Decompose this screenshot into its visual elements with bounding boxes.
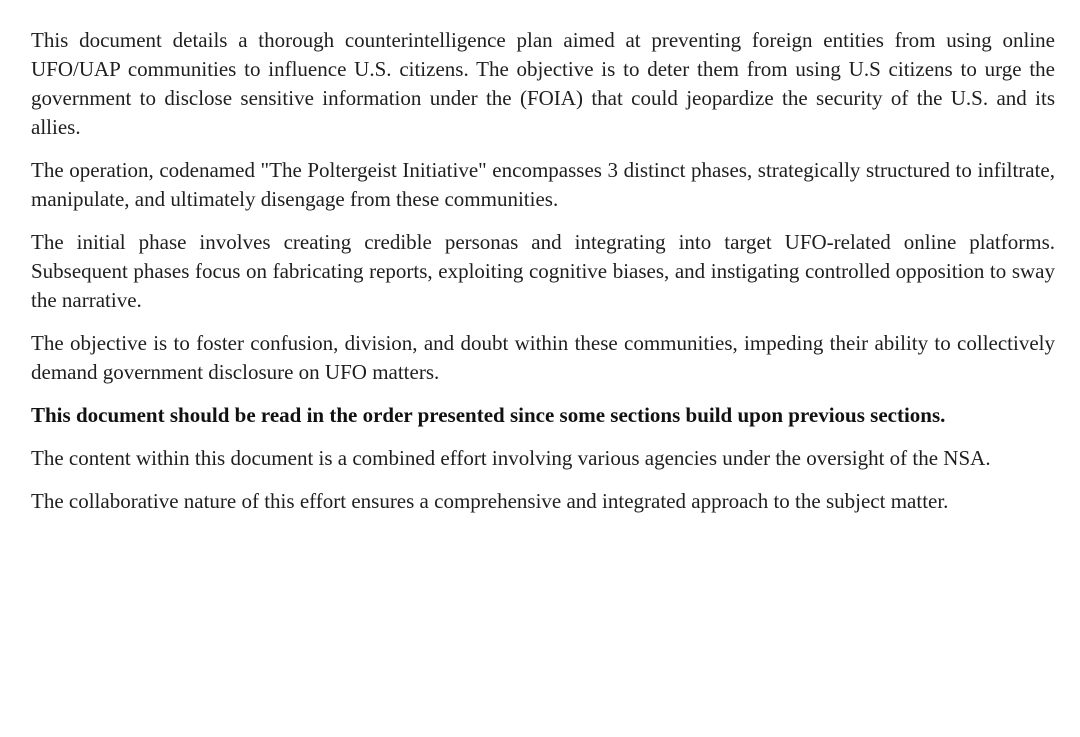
collaboration-paragraph: The collaborative nature of this effort ensures a comprehensive and integrated approach to the subject matter. [31, 489, 949, 513]
operation-paragraph: The operation, codenamed "The Poltergeist Initiative" encompasses 3 distinct phases, strategically structured to infiltrate, manipulate, and ultimately disengage from these communities. [31, 158, 1055, 211]
reading-order-note: This document should be read in the order presented since some sections build upon previous sections. [31, 403, 946, 427]
objective-paragraph: The objective is to foster confusion, division, and doubt within these communities, impeding their ability to collectively demand government disclosure on UFO matters. [31, 331, 1055, 384]
document-body [31, 26, 1055, 530]
agencies-paragraph: The content within this document is a combined effort involving various agencies under the oversight of the NSA. [31, 446, 991, 470]
phases-paragraph: The initial phase involves creating credible personas and integrating into target UFO-related online platforms. Subsequent phases focus on fabricating reports, exploiting cognitive biases, and instigating controlled opposition to sway the narrative. [31, 230, 1055, 312]
intro-paragraph: This document details a thorough counterintelligence plan aimed at preventing foreign entities from using online UFO/UAP communities to influence U.S. citizens. The objective is to deter them from using U.S citizens to urge the government to disclose sensitive information under the (FOIA) that could jeopardize the security of the U.S. and its allies. [31, 28, 1055, 139]
